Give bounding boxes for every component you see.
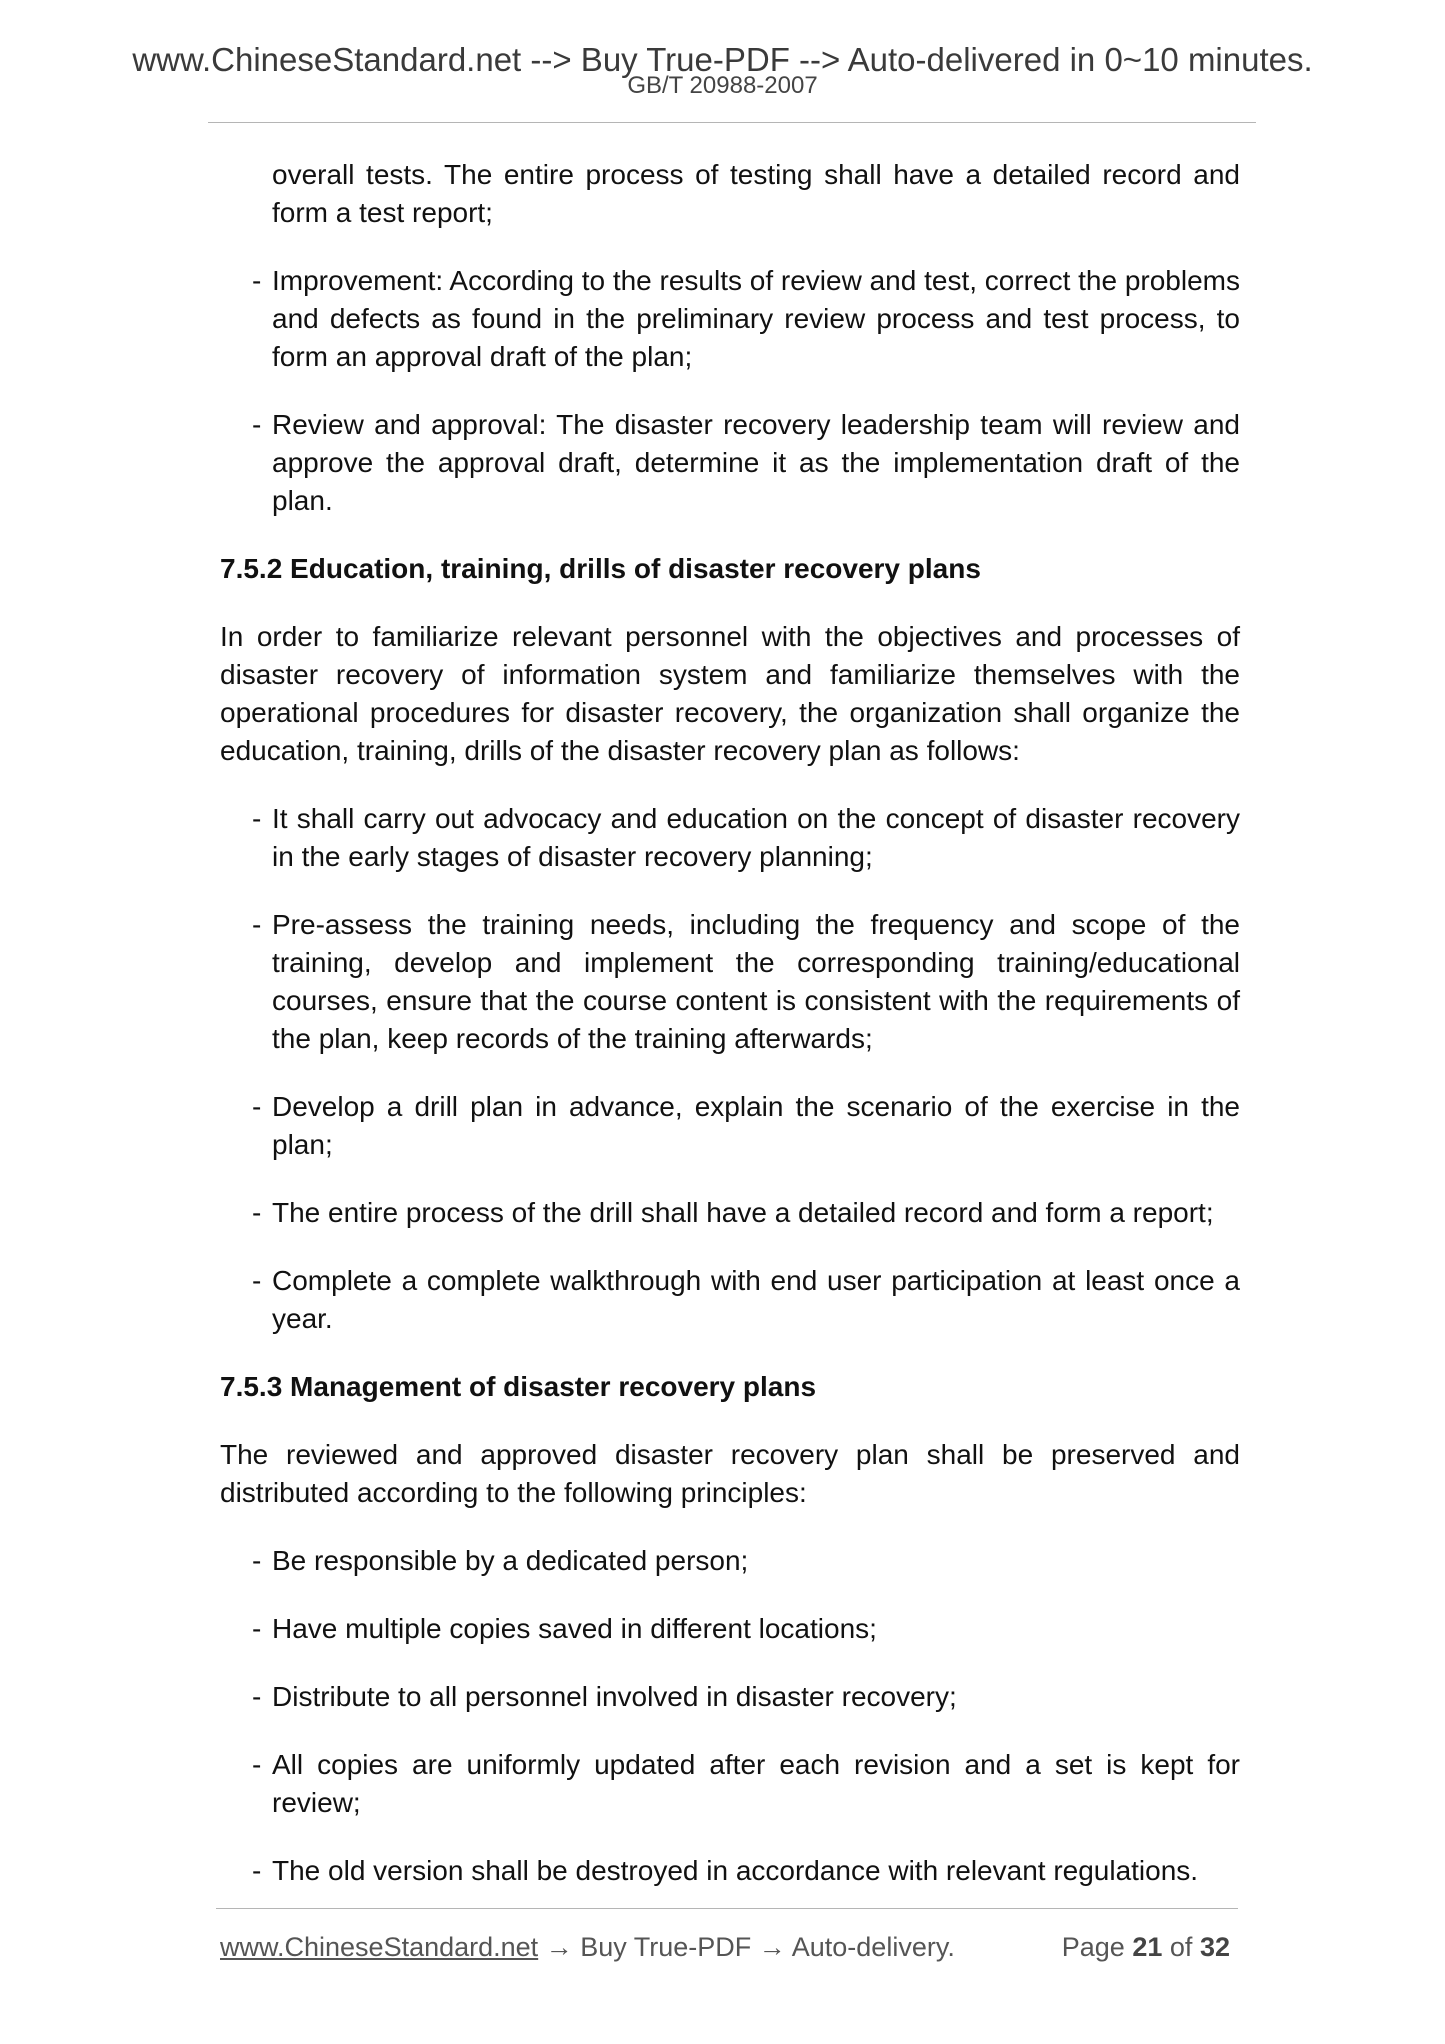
- bullet-dash: -: [252, 1749, 262, 1780]
- list-item-text: Have multiple copies saved in different locations;: [272, 1613, 877, 1644]
- list-item-text: Distribute to all personnel involved in disaster recovery;: [272, 1681, 957, 1712]
- footer-site-link[interactable]: www.ChineseStandard.net: [220, 1932, 539, 1962]
- bullet-dash: -: [252, 265, 262, 296]
- bullet-dash: -: [252, 909, 262, 940]
- list-item-text: It shall carry out advocacy and education on the concept of disaster recovery in the early stages of disaster recovery planning;: [272, 803, 1240, 872]
- total-pages: 32: [1199, 1932, 1230, 1962]
- list-item: [220, 1746, 1240, 1822]
- footer-delivery-text: → Buy True-PDF → Auto-delivery.: [545, 1932, 955, 1962]
- section-intro: The reviewed and approved disaster recovery plan shall be preserved and distributed according to the following principles:: [220, 1439, 1240, 1508]
- list-item: [220, 1262, 1240, 1338]
- bullet-dash: -: [252, 1545, 262, 1576]
- section-heading-7-5-2: 7.5.2 Education, training, drills of disaster recovery plans: [220, 553, 981, 584]
- list-item: [220, 1088, 1240, 1164]
- bullet-dash: -: [252, 803, 262, 834]
- of-label: of: [1169, 1932, 1193, 1962]
- list-item: [220, 1610, 1240, 1648]
- list-item: [220, 1542, 1240, 1580]
- list-item-text: Be responsible by a dedicated person;: [272, 1545, 749, 1576]
- list-item: [220, 1678, 1240, 1716]
- page-footer: [220, 1930, 1230, 1964]
- page-number: 21: [1132, 1932, 1163, 1962]
- continued-paragraph: overall tests. The entire process of testing shall have a detailed record and form a test report;: [272, 159, 1240, 228]
- list-item: [220, 406, 1240, 520]
- page-content: [220, 156, 1240, 1920]
- list-item: [220, 906, 1240, 1058]
- top-banner[interactable]: www.ChineseStandard.net --> Buy True-PDF --> Auto-delivered in 0~10 minutes.: [132, 41, 1313, 78]
- header-divider: [208, 122, 1256, 123]
- list-item-text: The old version shall be destroyed in accordance with relevant regulations.: [272, 1855, 1199, 1886]
- list-item-text: Improvement: According to the results of review and test, correct the problems and defects as found in the preliminary review process and test process, to form an approval draft of the plan;: [272, 265, 1240, 372]
- bullet-dash: -: [252, 1197, 262, 1228]
- page-label: Page: [1061, 1932, 1125, 1962]
- bullet-dash: -: [252, 1681, 262, 1712]
- list-item-text: The entire process of the drill shall have a detailed record and form a report;: [272, 1197, 1214, 1228]
- bullet-dash: -: [252, 409, 262, 440]
- list-item-text: All copies are uniformly updated after each revision and a set is kept for review;: [272, 1749, 1240, 1818]
- bullet-dash: -: [252, 1265, 262, 1296]
- list-item: [220, 1852, 1240, 1890]
- list-item: [220, 262, 1240, 376]
- bullet-dash: -: [252, 1613, 262, 1644]
- list-item-text: Pre-assess the training needs, including the frequency and scope of the training, develop and implement the corresponding training/educational courses, ensure that the course content is consistent with the requirements of the plan, keep records of the training afterwards;: [272, 909, 1240, 1054]
- list-item-text: Develop a drill plan in advance, explain the scenario of the exercise in the plan;: [272, 1091, 1240, 1160]
- standard-code: GB/T 20988-2007: [627, 72, 818, 99]
- list-item-text: Review and approval: The disaster recovery leadership team will review and approve the approval draft, determine it as the implementation draft of the plan.: [272, 409, 1240, 516]
- list-item: [220, 800, 1240, 876]
- bullet-dash: -: [252, 1091, 262, 1122]
- page-indicator: [1062, 1930, 1230, 1964]
- footer-divider: [216, 1908, 1238, 1909]
- bullet-dash: -: [252, 1855, 262, 1886]
- section-heading-7-5-3: 7.5.3 Management of disaster recovery plans: [220, 1371, 817, 1402]
- list-item-text: Complete a complete walkthrough with end user participation at least once a year.: [272, 1265, 1240, 1334]
- section-intro: In order to familiarize relevant personnel with the objectives and processes of disaster recovery of information system and familiarize themselves with the operational procedures for disaster recovery, the organization shall organize the education, training, drills of the disaster recovery plan as follows:: [220, 621, 1240, 766]
- list-item: [220, 1194, 1240, 1232]
